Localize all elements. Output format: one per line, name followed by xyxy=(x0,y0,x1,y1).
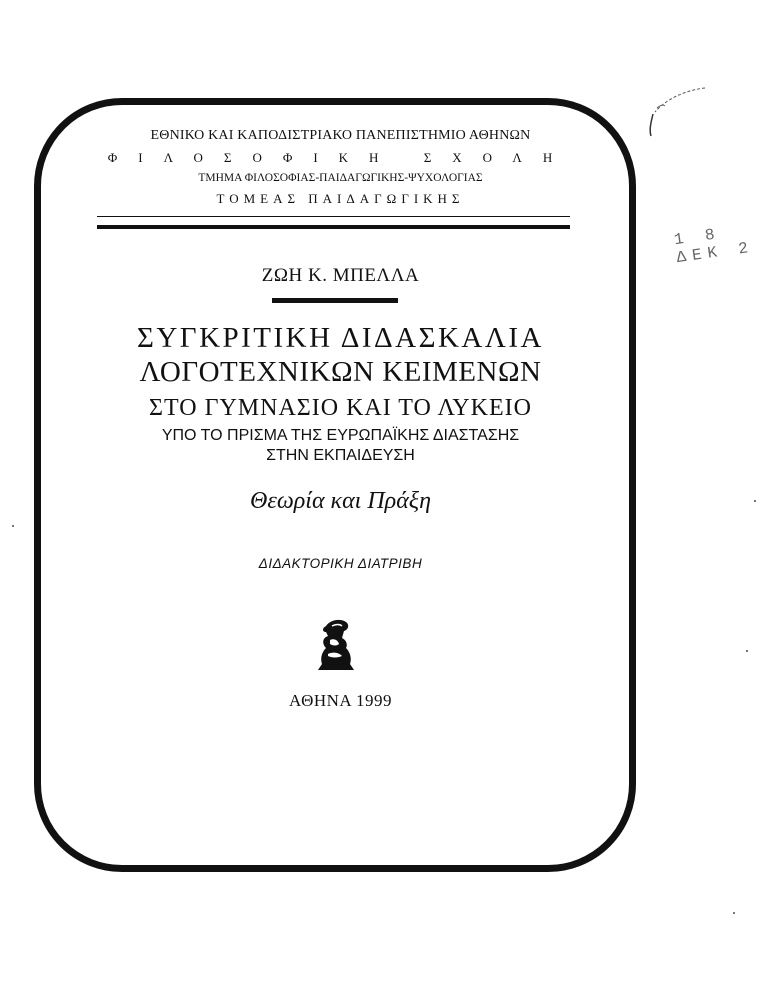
place-year: ΑΘΗΝΑ 1999 xyxy=(289,691,392,710)
school-name: ΦΙΛΟΣΟΦΙΚΗ ΣΧΟΛΗ xyxy=(107,150,574,165)
sector-name: ΤΟΜΕΑΣ ΠΑΙΔΑΓΩΓΙΚΗΣ xyxy=(216,191,465,206)
scan-speck xyxy=(12,525,14,527)
title-line-5: ΣΤΗΝ ΕΚΠΑΙΔΕΥΣΗ xyxy=(266,447,415,464)
title-line-3: ΣΤΟ ΓΥΜΝΑΣΙΟ ΚΑΙ ΤΟ ΛΥΚΕΙΟ xyxy=(149,395,532,421)
athena-helmet-icon xyxy=(312,618,358,672)
department-name: ΤΜΗΜΑ ΦΙΛΟΣΟΦΙΑΣ-ΠΑΙΔΑΓΩΓΙΚΗΣ-ΨΥΧΟΛΟΓΙΑΣ xyxy=(198,172,483,184)
title-line-2: ΛΟΓΟΤΕΧΝΙΚΩΝ ΚΕΙΜΕΝΩΝ xyxy=(139,356,542,388)
date-stamp: 1 8 ΔΕΚ 2 xyxy=(672,224,756,268)
scan-speck xyxy=(733,912,735,914)
scan-speck xyxy=(754,500,756,502)
document-type: ΔΙΔΑΚΤΟΡΙΚΗ ΔΙΑΤΡΙΒΗ xyxy=(258,556,423,571)
author-name: ΖΩΗ Κ. ΜΠΕΛΛΑ xyxy=(261,265,420,286)
title-page-frame xyxy=(34,98,636,872)
header-divider-thick xyxy=(97,225,570,229)
subtitle: Θεωρία και Πράξη xyxy=(250,488,431,514)
title-line-4: ΥΠΟ ΤΟ ΠΡΙΣΜΑ ΤΗΣ ΕΥΡΩΠΑΪΚΗΣ ΔΙΑΣΤΑΣΗΣ xyxy=(161,427,520,444)
title-line-1: ΣΥΓΚΡΙΤΙΚΗ ΔΙΔΑΣΚΑΛΙΑ xyxy=(136,322,544,354)
scan-speck xyxy=(746,650,748,652)
library-stamp-mark xyxy=(643,84,707,156)
header-divider-thin xyxy=(97,216,570,217)
author-divider xyxy=(272,298,398,303)
university-name: ΕΘΝΙΚΟ ΚΑΙ ΚΑΠΟΔΙΣΤΡΙΑΚΟ ΠΑΝΕΠΙΣΤΗΜΙΟ ΑΘΗΝΩΝ xyxy=(150,128,531,143)
